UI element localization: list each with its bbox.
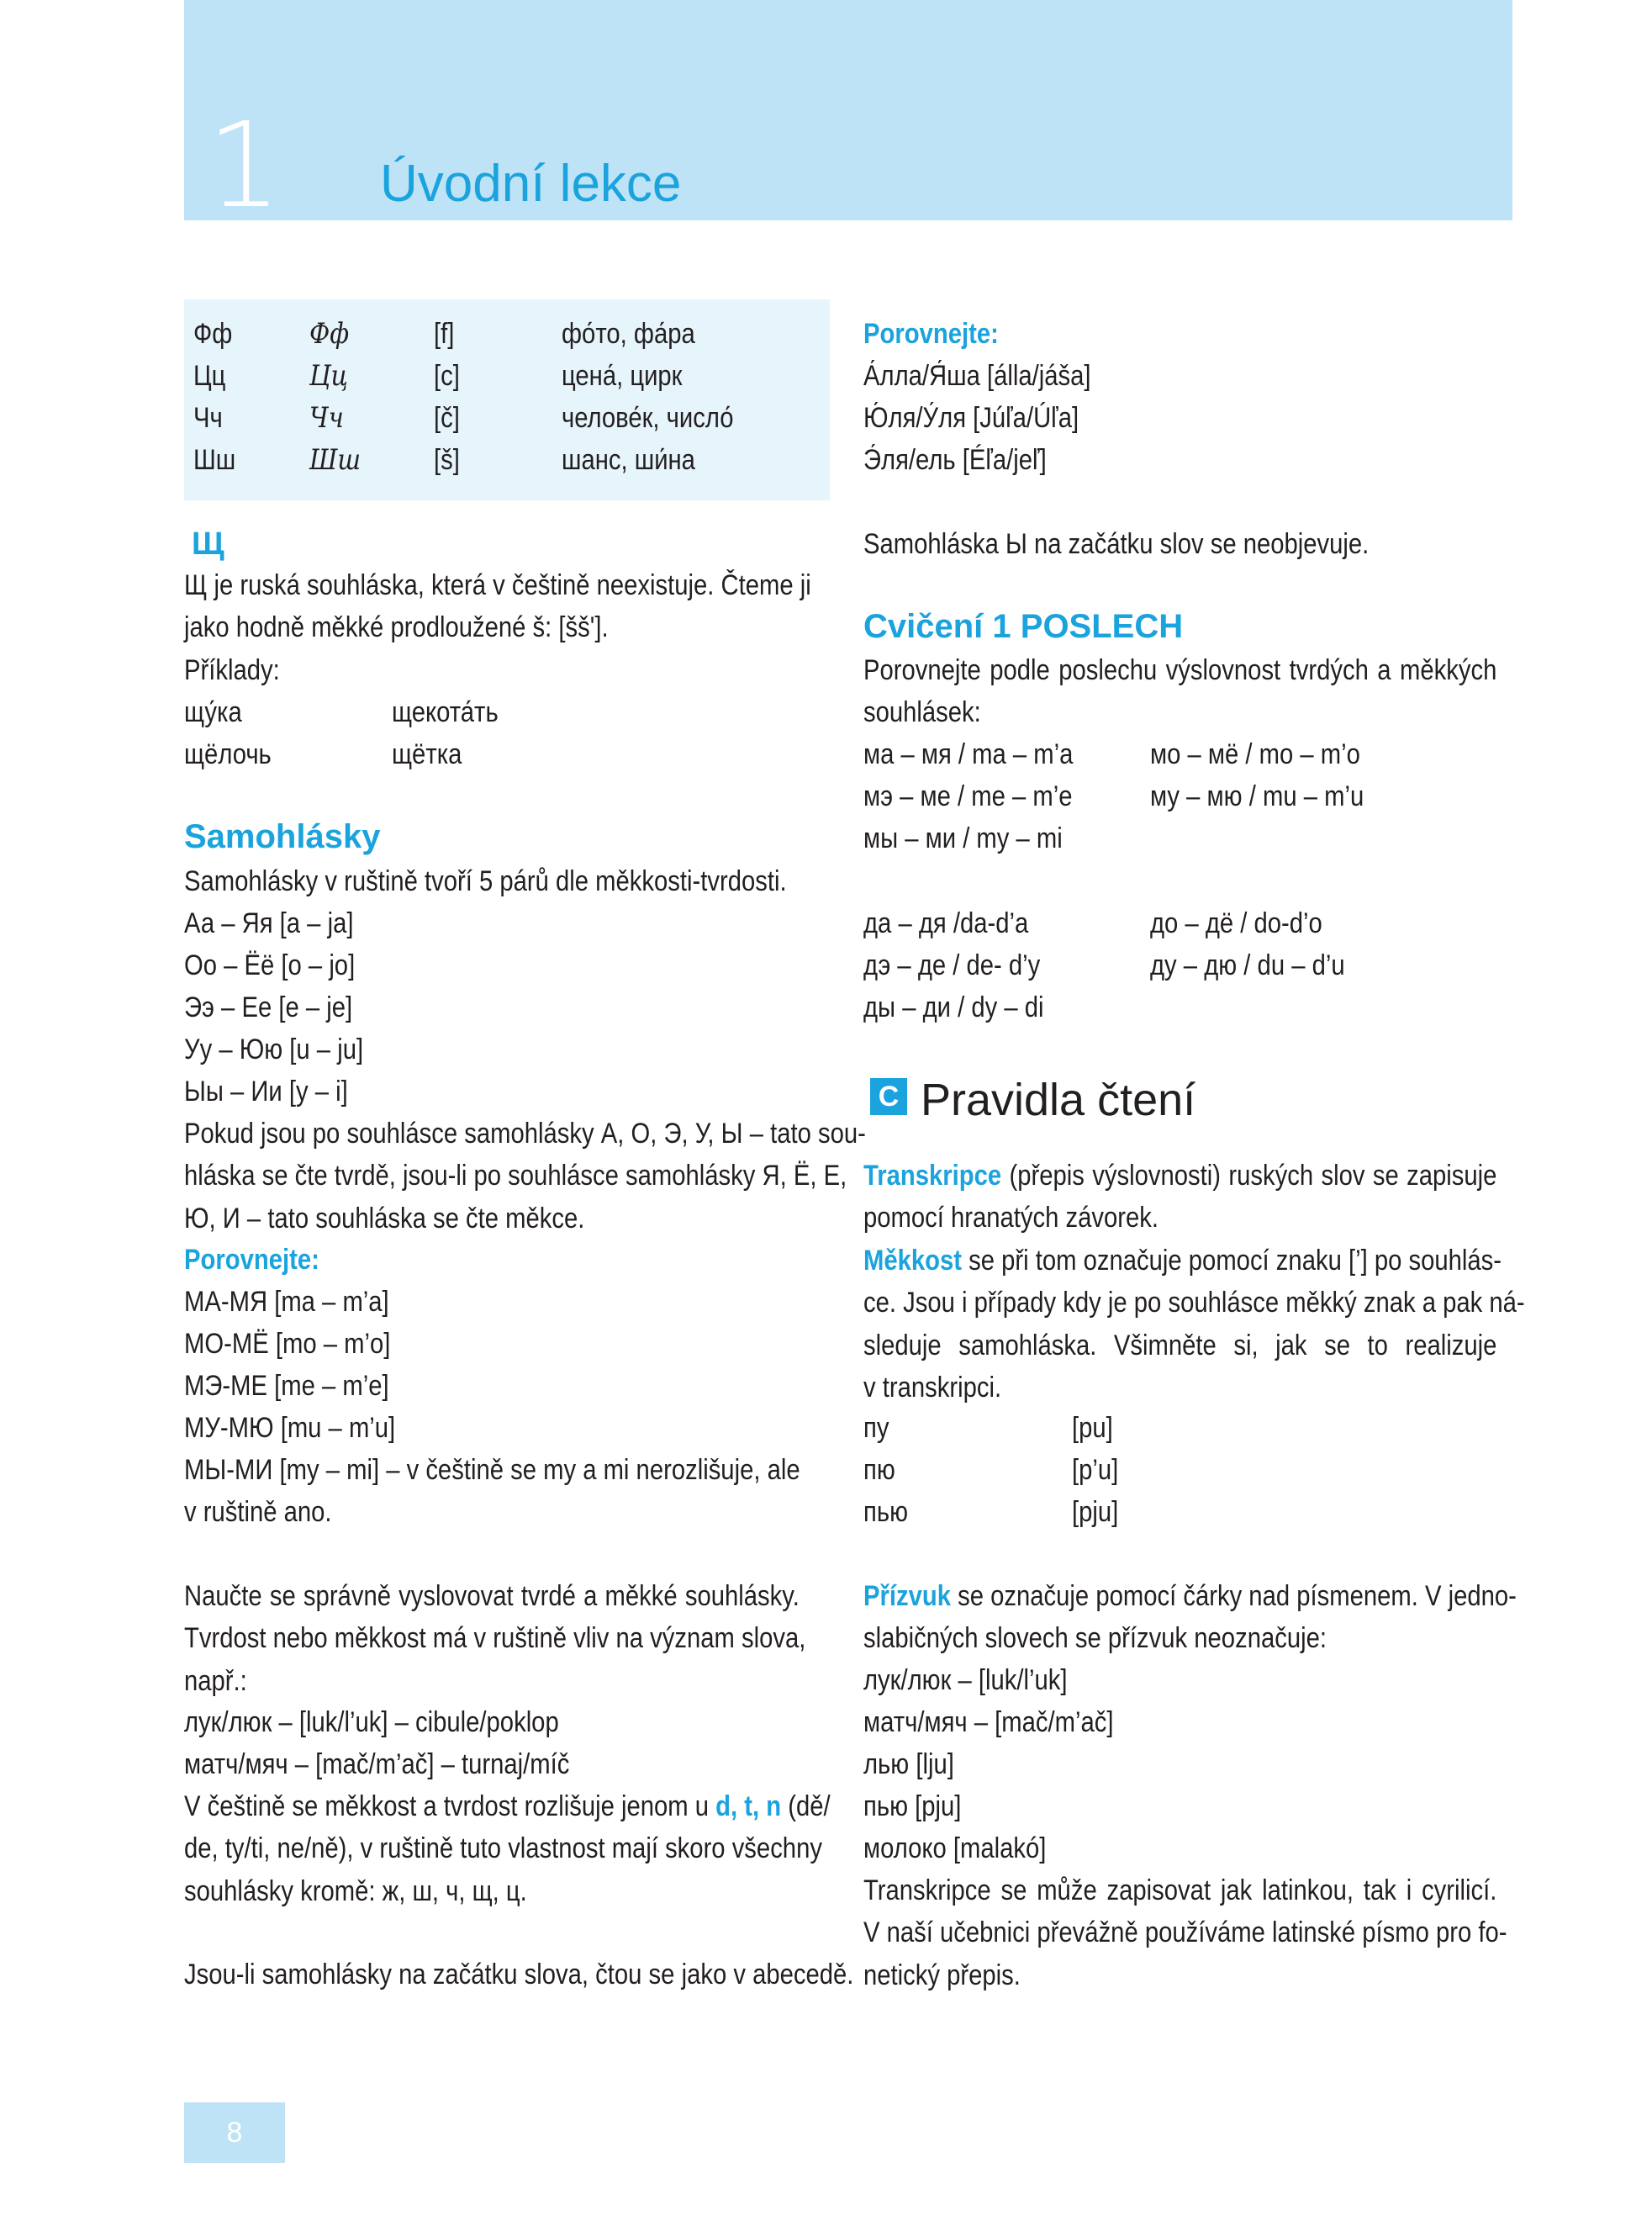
alphabet-examples: шанс, ши́на — [562, 444, 695, 476]
start-vowels-note: Jsou-li samohlásky na začátku slova, čtou se jako v abecedě. — [184, 1959, 854, 1990]
compare-item: МА-МЯ [ma – m’a] — [184, 1286, 389, 1318]
example-word: щу́ка — [184, 696, 242, 728]
vowel-pair: Ээ – Ее [e – je] — [184, 991, 353, 1023]
text-line: souhlásky kromě: ж, ш, ч, щ, ц. — [184, 1874, 527, 1907]
text-line: hláska se čte tvrdě, jsou-li po souhlásce samohlásky Я, Ё, Е, — [184, 1160, 847, 1192]
vowels-rule — [184, 1113, 866, 1240]
exercise-item: му – мю / mu – m’u — [1150, 780, 1364, 812]
compare-item: МО-МЁ [mo – m’o] — [184, 1328, 391, 1360]
right-compare-item: Ю́ля/У́ля [Júľa/Úľa] — [863, 402, 1079, 434]
exercise-item: мэ – ме / me – m’e — [863, 780, 1073, 812]
text-line: jako hodně měkké prodloužené š: [šš']. — [184, 611, 609, 644]
right-compare-label: Porovnejte: — [863, 318, 999, 350]
vowel-pair: Аа – Яя [a – ja] — [184, 907, 354, 939]
dtn-pre: V češtině se měkkost a tvrdost rozlišuje jenom u — [184, 1790, 716, 1822]
text-line: МЫ-МИ [my – mi] – v češtině se my a mi nerozlišuje, ale — [184, 1454, 800, 1486]
alphabet-phonetic: [š] — [434, 444, 460, 476]
section-title: Pravidla čtení — [921, 1075, 1196, 1125]
alphabet-examples: фо́то, фа́ра — [562, 318, 695, 350]
text-line — [863, 1155, 1496, 1197]
text-line — [184, 1785, 831, 1827]
text-line: slabičných slovech se přízvuk neoznačuje: — [863, 1622, 1327, 1655]
exercise-item: мо – мё / mo – m’o — [1150, 738, 1360, 770]
text-line: ce. Jsou i případy kdy je po souhlásce měkký znak a pak ná- — [863, 1287, 1525, 1319]
softness-term: Měkkost — [863, 1244, 963, 1277]
transcription-word: пю — [863, 1454, 895, 1486]
stress-term: Přízvuk — [863, 1580, 952, 1612]
alphabet-examples: цена́, цирк — [562, 360, 683, 392]
text-line: Ю, И – tato souhláska se čte měkce. — [184, 1202, 585, 1234]
alphabet-print: Цц — [193, 360, 226, 392]
stress-example: матч/мяч – [mač/m’ač] — [863, 1706, 1114, 1738]
example-word: щёлочь — [184, 738, 272, 770]
text-line: pomocí hranatých závorek. — [863, 1202, 1159, 1234]
compare-label: Porovnejte: — [184, 1244, 319, 1276]
text-run: se označuje pomocí čárky nad písmenem. V jedno- — [951, 1580, 1517, 1612]
text-line: Transkripce se může zapisovat jak latinkou, tak i cyrilicí. — [863, 1874, 1497, 1906]
exercise-item: мы – ми / my – mi — [863, 822, 1063, 854]
example-word: щётка — [392, 738, 462, 770]
alphabet-phonetic: [č] — [434, 402, 460, 434]
stress-example: молоко [malakó] — [863, 1832, 1047, 1864]
dtn-bold: d, t, n — [715, 1790, 782, 1822]
example-word: щекота́ть — [392, 696, 499, 728]
alphabet-script: Цц — [309, 359, 348, 393]
hard-soft-example: матч/мяч – [mač/m’ač] – turnaj/míč — [184, 1748, 570, 1780]
text-line: sleduje samohláska. Všimněte si, jak se to realizuje — [863, 1329, 1497, 1361]
chapter-title: Úvodní lekce — [380, 155, 682, 213]
y-note: Samohláska Ы na začátku slov se neobjevuje. — [863, 528, 1370, 560]
dtn-paragraph — [184, 1785, 831, 1912]
shch-paragraph — [184, 564, 811, 649]
vowel-pair: Ыы – Ии [y – i] — [184, 1076, 348, 1108]
text-line: Porovnejte podle poslechu výslovnost tvrdých a měkkých — [863, 654, 1497, 686]
transcription-value: [p’u] — [1072, 1454, 1119, 1486]
text-line: Naučte se správně vyslovovat tvrdé a měkké souhlásky. — [184, 1580, 800, 1612]
compare-item: МУ-МЮ [mu – m’u] — [184, 1412, 396, 1444]
transcription-word: пью — [863, 1496, 908, 1528]
text-line: Щ je ruská souhláska, která v češtině neexistuje. Čteme ji — [184, 569, 811, 601]
examples-label: Příklady: — [184, 654, 280, 686]
text-line: V naší učebnici převážně používáme latinské písmo pro fo- — [863, 1916, 1507, 1949]
text-line: v transkripci. — [863, 1372, 1002, 1404]
section-badge: C — [870, 1078, 907, 1115]
text-line: Tvrdost nebo měkkost má v ruštině vliv na význam slova, — [184, 1622, 806, 1655]
text-line: v ruštině ano. — [184, 1496, 332, 1529]
alphabet-examples: челове́к, число́ — [562, 402, 734, 434]
transcription-term: Transkripce — [863, 1160, 1002, 1192]
right-compare-item: А́лла/Я́ша [álla/jáša] — [863, 360, 1091, 392]
vowels-intro: Samohlásky v ruštině tvoří 5 párů dle měkkosti-tvrdosti. — [184, 865, 787, 897]
alphabet-print: Чч — [193, 402, 223, 434]
dtn-post: (dě/ — [781, 1790, 831, 1822]
transcription-paragraph — [863, 1155, 1525, 1409]
text-line: např.: — [184, 1664, 247, 1697]
text-line: souhlásek: — [863, 696, 981, 729]
exercise-item: дэ – де / de- d’y — [863, 949, 1041, 981]
compare-item: МЭ-МЕ [me – m’e] — [184, 1370, 389, 1402]
transcription-word: пу — [863, 1412, 889, 1444]
stress-example: пью [pju] — [863, 1790, 962, 1822]
stress-paragraph — [863, 1575, 1517, 1660]
exercise-instructions — [863, 649, 1496, 734]
text-line: de, ty/ti, ne/ně), v ruštině tuto vlastnost mají skoro všechny — [184, 1832, 822, 1865]
stress-example: лук/люк – [luk/l’uk] — [863, 1664, 1068, 1696]
compare-last — [184, 1449, 800, 1534]
alphabet-script: Шш — [309, 443, 362, 477]
shch-heading: Щ — [192, 526, 224, 562]
chapter-number: 1 — [207, 98, 282, 235]
alphabet-phonetic: [f] — [434, 318, 455, 350]
alphabet-print: Шш — [193, 444, 236, 476]
hard-soft-paragraph — [184, 1575, 806, 1702]
text-line — [863, 1575, 1517, 1617]
exercise-item: да – дя /da-d’a — [863, 907, 1029, 939]
exercise-item: до – дё / do-d’o — [1150, 907, 1322, 939]
alphabet-print: Фф — [193, 318, 233, 350]
exercise-item: ды – ди / dy – di — [863, 991, 1044, 1023]
final-paragraph — [863, 1869, 1507, 1996]
stress-example: лью [lju] — [863, 1748, 954, 1780]
alphabet-phonetic: [c] — [434, 360, 460, 392]
text-line: netický přepis. — [863, 1959, 1021, 1991]
text-run: se při tom označuje pomocí znaku [’] po souhlás- — [962, 1244, 1502, 1277]
text-line — [863, 1240, 1502, 1282]
exercise-heading: Cvičení 1 POSLECH — [863, 608, 1184, 645]
right-compare-item: Э́ля/ель [Éľa/jeľ] — [863, 444, 1047, 476]
exercise-item: ду – дю / du – d’u — [1150, 949, 1345, 981]
text-run: (přepis výslovnosti) ruských slov se zapisuje — [1001, 1160, 1497, 1192]
exercise-item: ма – мя / ma – m’a — [863, 738, 1074, 770]
vowels-heading: Samohlásky — [184, 818, 381, 855]
vowel-pair: Оо – Ёё [o – jo] — [184, 949, 356, 981]
alphabet-script: Фф — [309, 317, 350, 351]
hard-soft-example: лук/люк – [luk/l’uk] – cibule/poklop — [184, 1706, 559, 1738]
transcription-value: [pu] — [1072, 1412, 1113, 1444]
alphabet-script: Чч — [309, 401, 344, 435]
vowel-pair: Уу – Юю [u – ju] — [184, 1034, 364, 1065]
text-line: Pokud jsou po souhlásce samohlásky А, О, Э, У, Ы – tato sou- — [184, 1118, 866, 1150]
page-number: 8 — [226, 2117, 243, 2149]
transcription-value: [pju] — [1072, 1496, 1119, 1528]
